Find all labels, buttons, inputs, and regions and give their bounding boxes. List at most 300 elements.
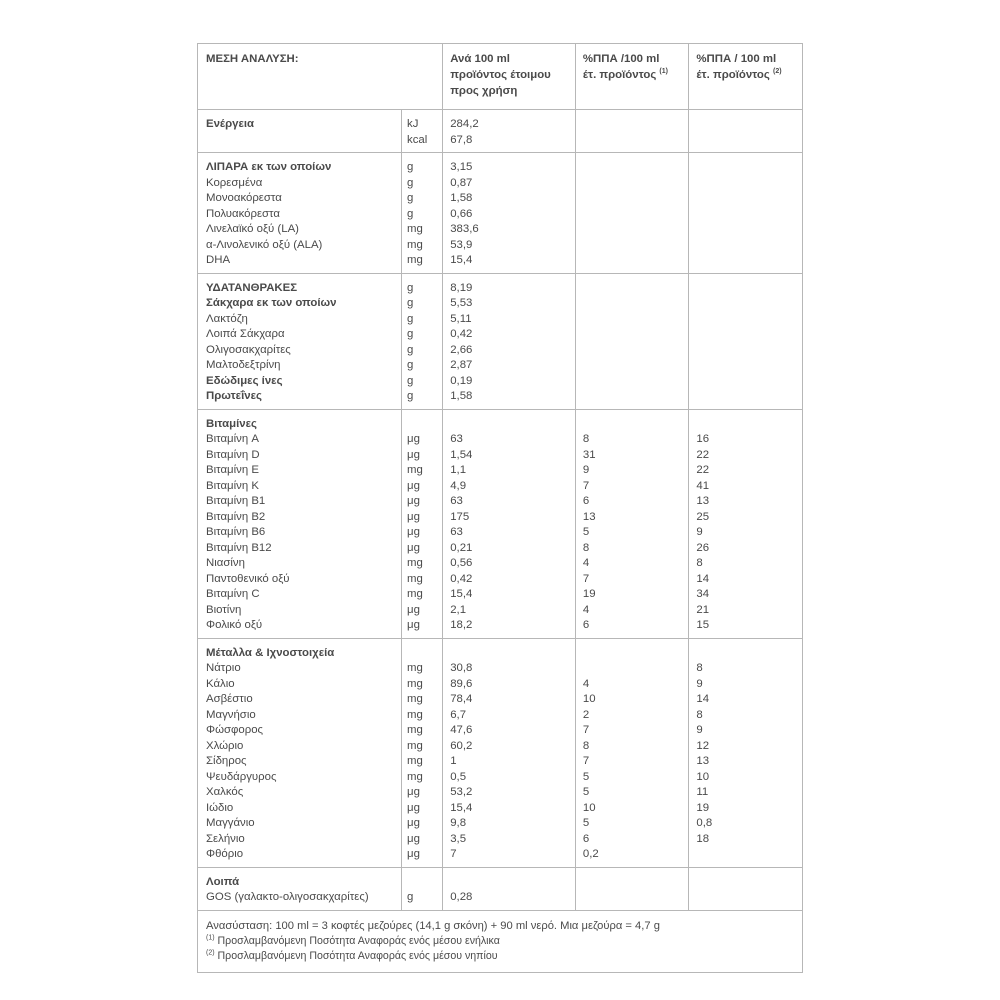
nutrient-ppa-adult: 7 <box>582 479 590 492</box>
nutrient-value: 4,9 <box>450 479 467 492</box>
header-per-100ml-cell <box>443 44 576 110</box>
section-row <box>198 153 803 274</box>
nutrient-ppa-adult: 8 <box>582 739 590 752</box>
nutrient-ppa-adult: 19 <box>582 588 596 600</box>
nutrient-value: 0,21 <box>450 541 473 554</box>
nutrient-name: Πρωτεΐνες <box>206 390 262 402</box>
nutrient-ppa-child-cell <box>689 110 803 153</box>
nutrient-unit: g <box>407 192 414 204</box>
nutrient-ppa-adult-cell <box>575 409 689 638</box>
nutrient-value: 9,8 <box>450 817 467 829</box>
nutrient-unit: mg <box>407 557 423 569</box>
nutrient-unit: kcal <box>407 133 428 146</box>
nutrient-value: 7 <box>450 848 457 860</box>
nutrient-unit-cell <box>402 409 443 638</box>
nutrient-value: 2,66 <box>450 343 473 356</box>
nutrient-ppa-child <box>696 327 800 343</box>
header-per-100ml-line2: προϊόντος έτοιμου <box>450 69 551 81</box>
nutrient-ppa-adult: 31 <box>582 448 596 461</box>
nutrient-ppa-adult-cell <box>575 153 689 274</box>
nutrient-ppa-child <box>696 646 800 662</box>
nutrient-ppa-child-cell <box>689 638 803 867</box>
nutrient-unit: μg <box>407 541 420 554</box>
nutrient-ppa-child: 0,8 <box>696 817 713 829</box>
nutrient-ppa-child <box>696 296 800 312</box>
nutrient-value: 1,58 <box>450 192 473 204</box>
nutrient-name: ΥΔΑΤΑΝΘΡΑΚΕΣ <box>206 281 298 294</box>
nutrient-unit: μg <box>407 495 420 507</box>
nutrient-name: Βιταμίνη C <box>206 588 260 600</box>
nutrient-value: 0,5 <box>450 770 467 783</box>
nutrient-value: 6,7 <box>450 708 467 721</box>
nutrient-name: Λινελαϊκό οξύ (LA) <box>206 223 299 235</box>
nutrient-name: Παντοθενικό οξύ <box>206 572 290 585</box>
nutrient-value: 60,2 <box>450 739 473 752</box>
nutrient-ppa-adult <box>583 133 687 149</box>
nutrient-value: 383,6 <box>450 223 479 235</box>
nutrient-ppa-adult: 13 <box>582 510 596 523</box>
nutrient-value: 15,4 <box>450 801 473 814</box>
nutrient-ppa-child <box>696 133 800 149</box>
nutrient-ppa-child <box>696 281 800 297</box>
nutrient-name: Ιώδιο <box>206 801 234 814</box>
nutrient-ppa-adult: 2 <box>582 708 590 721</box>
nutrient-ppa-adult <box>583 646 687 662</box>
nutrient-unit: μg <box>407 510 420 523</box>
nutrient-name: Μαγνήσιο <box>206 708 256 721</box>
nutrient-ppa-adult-cell <box>575 638 689 867</box>
nutrient-unit: μg <box>407 832 420 845</box>
nutrient-unit: μg <box>407 848 420 860</box>
nutrient-name: GOS (γαλακτο-ολιγοσακχαρίτες) <box>206 891 369 903</box>
nutrient-unit-cell <box>402 153 443 274</box>
nutrient-name-cell <box>198 273 402 409</box>
nutrient-unit: mg <box>407 677 423 690</box>
nutrient-unit: μg <box>407 817 420 829</box>
nutrient-ppa-adult: 5 <box>582 526 590 538</box>
nutrient-value-cell <box>443 867 576 910</box>
nutrient-name: Βιταμίνη E <box>206 464 259 476</box>
nutrient-ppa-adult: 10 <box>582 801 596 814</box>
nutrient-value: 63 <box>450 433 463 445</box>
nutrient-value-cell <box>443 273 576 409</box>
nutrient-ppa-child <box>696 875 800 891</box>
nutrient-value: 2,1 <box>450 603 467 616</box>
nutrient-name: Βιταμίνη B12 <box>206 541 272 554</box>
nutrient-name: Νιασίνη <box>206 557 245 569</box>
nutrient-ppa-adult <box>583 117 687 133</box>
nutrient-ppa-adult <box>583 374 687 390</box>
nutrient-unit: g <box>407 297 414 309</box>
nutrient-unit: mg <box>407 223 423 235</box>
nutrient-ppa-child: 8 <box>696 708 703 721</box>
nutrient-ppa-adult <box>583 312 687 328</box>
nutrient-unit: μg <box>407 801 420 814</box>
nutrient-name-cell <box>198 638 402 867</box>
nutrient-unit: mg <box>407 572 423 585</box>
nutrient-ppa-child: 13 <box>696 755 710 767</box>
nutrient-value: 53,9 <box>450 238 473 251</box>
nutrient-ppa-child-cell <box>689 153 803 274</box>
nutrient-unit: kJ <box>407 118 419 130</box>
nutrient-ppa-child <box>696 417 800 433</box>
nutrient-value-cell <box>443 409 576 638</box>
nutrient-unit: mg <box>407 755 423 767</box>
nutrition-table <box>197 43 803 911</box>
nutrient-ppa-adult <box>583 207 687 223</box>
nutrient-ppa-child: 41 <box>696 479 710 492</box>
nutrient-ppa-adult: 5 <box>582 817 590 829</box>
nutrient-value: 67,8 <box>450 133 473 146</box>
nutrient-unit <box>407 417 440 433</box>
nutrient-ppa-child: 14 <box>696 572 710 585</box>
nutrient-ppa-adult: 7 <box>582 755 590 767</box>
nutrient-value: 15,4 <box>450 588 473 600</box>
nutrient-ppa-adult <box>583 191 687 207</box>
nutrient-value <box>450 417 573 433</box>
nutrient-ppa-child <box>696 207 800 223</box>
nutrient-value-cell <box>443 153 576 274</box>
section-row <box>198 867 803 910</box>
nutrient-value: 0,66 <box>450 207 473 220</box>
nutrient-value: 1,1 <box>450 464 467 476</box>
nutrient-ppa-child: 16 <box>696 433 710 445</box>
nutrient-name: Βιταμίνη B6 <box>206 526 266 538</box>
nutrient-ppa-child: 34 <box>696 588 710 600</box>
nutrient-name: Ολιγοσακχαρίτες <box>206 343 291 356</box>
nutrient-ppa-adult-cell <box>575 867 689 910</box>
nutrient-ppa-child <box>696 389 800 405</box>
nutrient-unit: g <box>407 359 414 371</box>
nutrient-unit: μg <box>407 479 420 492</box>
nutrient-value: 1,54 <box>450 448 473 461</box>
nutrient-ppa-child: 22 <box>696 464 710 476</box>
nutrient-ppa-adult <box>583 253 687 269</box>
nutrient-unit: mg <box>407 588 423 600</box>
nutrient-ppa-child <box>696 358 800 374</box>
nutrient-ppa-child: 12 <box>696 739 710 752</box>
nutrient-value: 47,6 <box>450 724 473 736</box>
nutrient-unit: mg <box>407 693 423 705</box>
nutrient-unit: g <box>407 343 414 356</box>
nutrient-unit: mg <box>407 708 423 721</box>
nutrient-name: Ενέργεια <box>206 118 255 130</box>
nutrient-ppa-child <box>696 253 800 269</box>
nutrient-ppa-child: 21 <box>696 603 710 616</box>
nutrient-ppa-adult: 7 <box>582 724 590 736</box>
nutrient-ppa-adult: 4 <box>582 557 590 569</box>
nutrient-ppa-adult <box>583 222 687 238</box>
nutrient-ppa-child: 9 <box>696 677 703 690</box>
reconstitution-note: Ανασύσταση: 100 ml = 3 κοφτές μεζούρες (14,1 g σκόνη) + 90 ml νερό. Μια μεζούρα = 4,7 g <box>206 919 660 932</box>
nutrient-name: Βιταμίνη D <box>206 448 260 461</box>
nutrient-name: Σάκχαρα εκ των οποίων <box>206 297 337 309</box>
nutrient-unit: g <box>407 176 414 189</box>
nutrient-unit <box>407 646 440 662</box>
nutrient-unit: mg <box>407 770 423 783</box>
footnotes-row <box>198 910 803 972</box>
nutrient-ppa-adult-cell <box>575 110 689 153</box>
nutrient-name: Κορεσμένα <box>206 176 263 189</box>
nutrient-value: 175 <box>450 510 470 523</box>
nutrient-ppa-child: 13 <box>696 495 710 507</box>
nutrient-name: Ασβέστιο <box>206 693 253 705</box>
section-row <box>198 638 803 867</box>
nutrient-unit <box>407 875 440 891</box>
nutrient-ppa-adult: 5 <box>582 770 590 783</box>
header-ppa-adult-line1: %ΠΠΑ /100 ml <box>582 53 660 65</box>
section-row <box>198 409 803 638</box>
table-header-row <box>198 44 803 110</box>
nutrient-ppa-adult <box>583 160 687 176</box>
nutrient-ppa-child <box>696 117 800 133</box>
nutrient-value: 0,19 <box>450 374 473 387</box>
nutrient-unit: g <box>407 161 414 173</box>
nutrient-ppa-adult: 6 <box>582 832 590 845</box>
nutrient-name: Φθόριο <box>206 848 244 860</box>
nutrient-ppa-adult <box>583 327 687 343</box>
nutrient-ppa-child: 26 <box>696 541 710 554</box>
nutrient-value <box>450 875 573 891</box>
nutrient-name: Εδώδιμες ίνες <box>206 374 283 387</box>
nutrient-name: Μέταλλα & Ιχνοστοιχεία <box>206 646 335 659</box>
nutrient-ppa-child: 19 <box>696 801 710 814</box>
nutrient-ppa-adult <box>583 417 687 433</box>
footnotes-table <box>197 910 803 973</box>
nutrient-ppa-child-cell <box>689 409 803 638</box>
nutrient-ppa-adult: 4 <box>582 603 590 616</box>
nutrient-unit: g <box>407 374 414 387</box>
nutrient-ppa-child <box>696 191 800 207</box>
footnote-2-mark: (2) <box>206 948 215 956</box>
nutrient-ppa-child-cell <box>689 273 803 409</box>
nutrient-unit: μg <box>407 433 420 445</box>
nutrient-value: 1 <box>450 755 457 767</box>
nutrient-value: 0,28 <box>450 891 473 903</box>
nutrient-unit: g <box>407 207 414 220</box>
nutrient-value: 5,53 <box>450 297 473 309</box>
nutrient-value <box>450 646 573 662</box>
nutrient-value: 1,58 <box>450 390 473 402</box>
nutrient-name: Φώσφορος <box>206 724 264 736</box>
nutrient-name: Βιταμίνη B2 <box>206 510 266 523</box>
nutrient-ppa-child <box>696 343 800 359</box>
nutrient-unit-cell <box>402 110 443 153</box>
nutrient-ppa-child: 10 <box>696 770 710 783</box>
nutrient-value: 2,87 <box>450 359 473 371</box>
nutrient-ppa-child <box>696 890 800 906</box>
nutrient-ppa-child: 25 <box>696 510 710 523</box>
header-per-100ml-line3: προς χρήση <box>450 85 518 97</box>
nutrient-name: Νάτριο <box>206 662 241 674</box>
nutrient-ppa-adult: 6 <box>582 619 590 631</box>
nutrient-ppa-child <box>696 238 800 254</box>
nutrient-unit: μg <box>407 786 420 798</box>
nutrient-unit: mg <box>407 724 423 736</box>
nutrient-unit: g <box>407 891 414 903</box>
nutrient-ppa-child <box>696 374 800 390</box>
nutrient-name-cell <box>198 110 402 153</box>
nutrient-ppa-adult: 8 <box>582 541 590 554</box>
nutrient-name: Φολικό οξύ <box>206 619 263 631</box>
header-ppa-adult-text: έτ. προϊόντος <box>582 69 657 81</box>
nutrient-ppa-adult: 8 <box>582 433 590 445</box>
nutrient-value: 30,8 <box>450 662 473 674</box>
nutrient-value: 89,6 <box>450 677 473 690</box>
footnotes-cell <box>198 910 803 972</box>
nutrient-value: 18,2 <box>450 619 473 631</box>
nutrient-name: Μονοακόρεστα <box>206 192 282 204</box>
nutrient-name: Βιταμίνη A <box>206 433 259 445</box>
nutrient-ppa-adult <box>583 890 687 906</box>
nutrient-unit: g <box>407 390 414 402</box>
nutrient-ppa-child: 9 <box>696 526 703 538</box>
nutrient-ppa-adult: 4 <box>582 677 590 690</box>
nutrient-name: Βιταμίνη B1 <box>206 495 266 507</box>
header-ppa-child-cell <box>689 44 803 110</box>
nutrient-ppa-child: 14 <box>696 693 710 705</box>
nutrient-ppa-child: 22 <box>696 448 710 461</box>
nutrient-unit-cell <box>402 638 443 867</box>
nutrient-ppa-adult: 10 <box>582 693 596 705</box>
nutrient-unit: μg <box>407 526 420 538</box>
nutrient-ppa-child <box>696 847 800 863</box>
nutrient-ppa-child-cell <box>689 867 803 910</box>
nutrient-ppa-child: 15 <box>696 619 710 631</box>
nutrient-ppa-adult <box>583 296 687 312</box>
section-row <box>198 273 803 409</box>
nutrient-name: α-Λινολενικό οξύ (ALA) <box>206 238 323 251</box>
nutrient-value: 15,4 <box>450 254 473 266</box>
nutrient-value: 284,2 <box>450 118 479 130</box>
nutrition-table-container <box>197 43 803 973</box>
header-ppa-child-line2 <box>696 67 800 83</box>
nutrient-unit: mg <box>407 739 423 752</box>
nutrient-unit: μg <box>407 603 420 616</box>
nutrient-unit: mg <box>407 464 423 476</box>
header-analysis-cell <box>198 44 443 110</box>
header-ppa-adult-footnote-mark: (1) <box>659 68 668 76</box>
nutrient-ppa-adult: 0,2 <box>582 848 599 860</box>
nutrient-unit: mg <box>407 662 423 674</box>
footnote-1-mark: (1) <box>206 933 215 941</box>
nutrient-name: Ψευδάργυρος <box>206 770 277 783</box>
nutrient-value: 3,5 <box>450 832 467 845</box>
nutrient-unit: μg <box>407 619 420 631</box>
nutrient-ppa-adult: 7 <box>582 572 590 585</box>
nutrient-name: Σελήνιο <box>206 832 245 845</box>
nutrient-name-cell <box>198 409 402 638</box>
nutrient-ppa-adult <box>583 661 687 677</box>
nutrient-unit: g <box>407 281 414 294</box>
nutrient-name: Χαλκός <box>206 786 244 798</box>
nutrient-ppa-adult: 9 <box>582 464 590 476</box>
header-analysis-label: ΜΕΣΗ ΑΝΑΛΥΣΗ: <box>206 53 299 65</box>
nutrient-ppa-adult <box>583 281 687 297</box>
nutrient-name: DHA <box>206 254 231 266</box>
nutrient-ppa-adult-cell <box>575 273 689 409</box>
nutrient-name: Πολυακόρεστα <box>206 207 280 220</box>
nutrient-ppa-child: 9 <box>696 724 703 736</box>
nutrient-name: Λοιπά <box>206 875 240 888</box>
nutrient-value-cell <box>443 638 576 867</box>
nutrient-name: Μαγγάνιο <box>206 817 255 829</box>
nutrient-unit-cell <box>402 273 443 409</box>
nutrient-name: Βιταμίνη K <box>206 479 259 492</box>
nutrient-value: 63 <box>450 526 463 538</box>
nutrient-ppa-child <box>696 176 800 192</box>
nutrient-unit-cell <box>402 867 443 910</box>
nutrient-unit: mg <box>407 238 423 251</box>
nutrient-ppa-child: 11 <box>696 786 709 798</box>
nutrient-ppa-adult <box>583 176 687 192</box>
nutrient-name: ΛΙΠΑΡΑ εκ των οποίων <box>206 161 332 173</box>
footnote-2 <box>206 949 794 964</box>
header-ppa-child-footnote-mark: (2) <box>772 68 782 76</box>
nutrient-ppa-child <box>696 222 800 238</box>
nutrient-value: 0,42 <box>450 328 473 340</box>
nutrient-ppa-child: 8 <box>696 557 703 569</box>
nutrient-ppa-adult <box>583 358 687 374</box>
nutrient-value: 53,2 <box>450 786 473 798</box>
header-ppa-adult-cell <box>575 44 689 110</box>
nutrient-name: Μαλτοδεξτρίνη <box>206 359 281 371</box>
nutrient-value: 8,19 <box>450 281 473 294</box>
nutrient-ppa-adult <box>583 389 687 405</box>
footnote-1-text: Προσλαμβανόμενη Ποσότητα Αναφοράς ενός μέσου ενήλικα <box>217 934 500 947</box>
nutrient-ppa-child: 18 <box>696 832 710 845</box>
nutrient-ppa-adult <box>583 343 687 359</box>
header-per-100ml-line1: Ανά 100 ml <box>450 53 510 65</box>
nutrient-name: Βιταμίνες <box>206 417 257 430</box>
nutrient-ppa-child <box>696 160 800 176</box>
nutrient-value-cell <box>443 110 576 153</box>
nutrient-value: 63 <box>450 495 463 507</box>
nutrient-value: 3,15 <box>450 161 473 173</box>
nutrient-ppa-adult <box>583 875 687 891</box>
footnote-1 <box>206 934 794 949</box>
nutrient-unit: μg <box>407 448 420 461</box>
nutrient-ppa-child <box>696 312 800 328</box>
nutrient-ppa-child: 8 <box>696 662 703 674</box>
nutrient-value: 0,42 <box>450 572 473 585</box>
nutrient-ppa-adult: 5 <box>582 786 590 798</box>
nutrient-ppa-adult: 6 <box>582 495 590 507</box>
nutrient-name: Λακτόζη <box>206 312 248 325</box>
footnote-2-text: Προσλαμβανόμενη Ποσότητα Αναφοράς ενός μέσου νηπίου <box>217 949 498 962</box>
nutrient-value: 5,11 <box>450 312 472 325</box>
nutrient-name: Χλώριο <box>206 739 244 752</box>
header-ppa-adult-line2 <box>583 67 687 83</box>
nutrient-unit: mg <box>407 254 423 266</box>
nutrient-name-cell <box>198 867 402 910</box>
nutrient-name: Λοιπά Σάκχαρα <box>206 328 285 340</box>
nutrient-unit: g <box>407 328 414 340</box>
nutrient-value: 0,56 <box>450 557 473 569</box>
nutrient-name: Βιοτίνη <box>206 603 242 616</box>
nutrient-name-cell <box>198 153 402 274</box>
nutrient-name <box>206 133 397 149</box>
nutrient-ppa-adult <box>583 238 687 254</box>
nutrient-unit: g <box>407 312 414 325</box>
nutrient-name: Κάλιο <box>206 677 235 690</box>
section-row <box>198 110 803 153</box>
nutrient-value: 78,4 <box>450 693 473 705</box>
header-ppa-child-text: έτ. προϊόντος <box>696 69 770 81</box>
nutrient-value: 0,87 <box>450 176 473 189</box>
header-ppa-child-line1: %ΠΠΑ / 100 ml <box>696 53 777 65</box>
nutrient-name: Σίδηρος <box>206 755 247 767</box>
